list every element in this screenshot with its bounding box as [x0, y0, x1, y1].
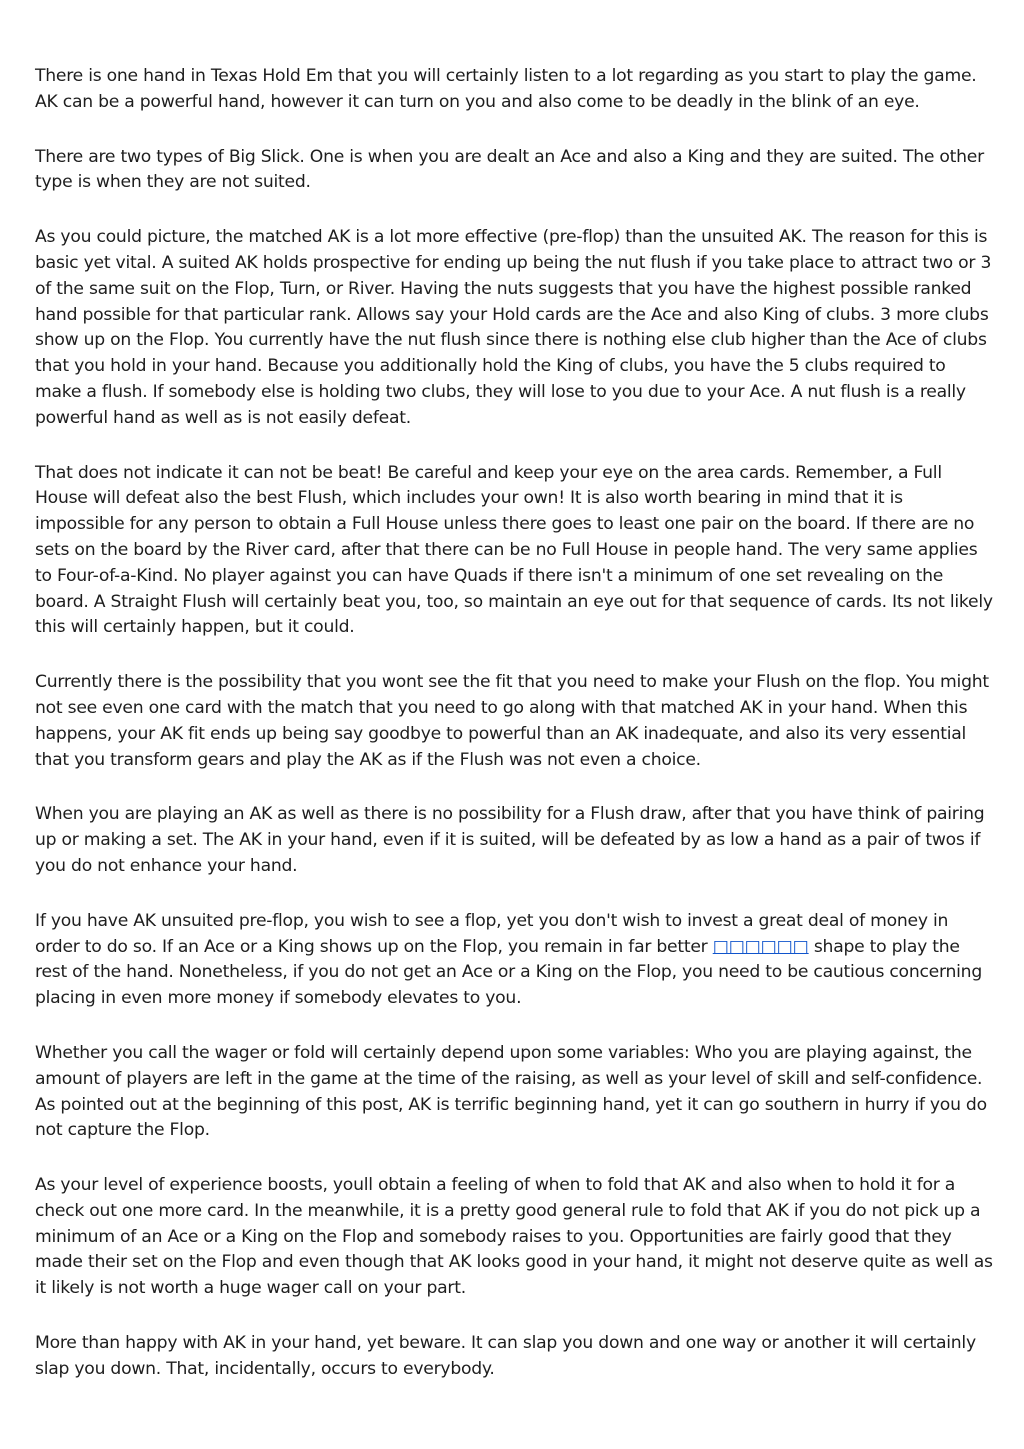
- paragraph-call-or-fold: Whether you call the wager or fold will certainly depend upon some variables: Who you are playing against, the amount of players are left in the game at the time of the raising, as well as your level of skill and self-confidence. As pointed out at the beginning of this post, AK is terrific beginning hand, yet it can go southern in hurry if you do not capture the Flop.: [35, 1042, 987, 1141]
- paragraph-missed-flush: Currently there is the possibility that you wont see the fit that you need to make your Flush on the flop. You might not see even one card with the match that you need to go along with that matched AK in your hand. When this happens, your AK fit ends up being say goodbye to powerful than an AK inadequate, and also its very essential that you transform gears and play the AK as if the Flush was not even a choice.: [35, 672, 989, 770]
- article-body: [35, 64, 995, 1412]
- paragraph-no-flush-draw: When you are playing an AK as well as there is no possibility for a Flush draw, after that you have think of pairing up or making a set. The AK in your hand, even if it is suited, will be defeated by as low a hand as a pair of twos if you do not enhance your hand.: [35, 804, 985, 876]
- paragraph-experience: As your level of experience boosts, youll obtain a feeling of when to fold that AK and also when to hold it for a check out one more card. In the meanwhile, it is a pretty good general rule to fold that AK if you do not pick up a minimum of an Ace or a King on the Flop and somebody raises to you. Opportunities are fairly good that they made their set on the Flop and even though that AK looks good in your hand, it might not deserve quite as well as it likely is not worth a huge wager call on your part.: [35, 1175, 993, 1299]
- paragraph-unsuited-text-before: If you have AK unsuited pre-flop, you wish to see a flop, yet you don't wish to invest a great deal of money in order to do so. If an Ace or a King shows up on the Flop, you remain in far better: [35, 910, 949, 957]
- paragraph-unsuited-preflop: [35, 909, 995, 1012]
- paragraph-big-slick-types: There are two types of Big Slick. One is when you are dealt an Ace and also a King and they are suited. The other type is when they are not suited.: [35, 146, 984, 193]
- paragraph-suited-ak: As you could picture, the matched AK is a lot more effective (pre-flop) than the unsuited AK. The reason for this is basic yet vital. A suited AK holds prospective for ending up being the nut flush if you take place to attract two or 3 of the same suit on the Flop, Turn, or River. Having the nuts suggests that you have the highest possible ranked hand possible for that particular rank. Allows say your Hold cards are the Ace and also King of clubs. 3 more clubs show up on the Flop. You currently have the nut flush since there is nothing else club higher than the Ace of clubs that you hold in your hand. Because you additionally hold the King of clubs, you have the 5 clubs required to make a flush. If somebody else is holding two clubs, they will lose to you due to your Ace. A nut flush is a really powerful hand as well as is not easily defeat.: [35, 227, 992, 428]
- paragraph-conclusion: More than happy with AK in your hand, yet beware. It can slap you down and one way or another it will certainly slap you down. That, incidentally, occurs to everybody.: [35, 1333, 976, 1379]
- paragraph-unsuited-text-after: shape to play the rest of the hand. Nonetheless, if you do not get an Ace or a King on the Flop, you need to be cautious concerning placing in even more money if somebody elevates to you.: [35, 936, 982, 1009]
- paragraph-full-house: That does not indicate it can not be beat! Be careful and keep your eye on the area cards. Remember, a Full House will defeat also the best Flush, which includes your own! It is also worth bearing in mind that it is impossible for any person to obtain a Full House unless there goes to least one pair on the board. If there are no sets on the board by the River card, after that there can be no Full House in people hand. The very same applies to Four-of-a-Kind. No player against you can have Quads if there isn't a minimum of one set revealing on the board. A Straight Flush will certainly beat you, too, so maintain an eye out for that sequence of cards. Its not likely this will certainly happen, but it could.: [35, 462, 993, 638]
- inline-link[interactable]: □□□□□□: [712, 936, 809, 957]
- paragraph-intro: There is one hand in Texas Hold Em that you will certainly listen to a lot regarding as you start to play the game. AK can be a powerful hand, however it can turn on you and also come to be deadly in the blink of an eye.: [35, 66, 977, 112]
